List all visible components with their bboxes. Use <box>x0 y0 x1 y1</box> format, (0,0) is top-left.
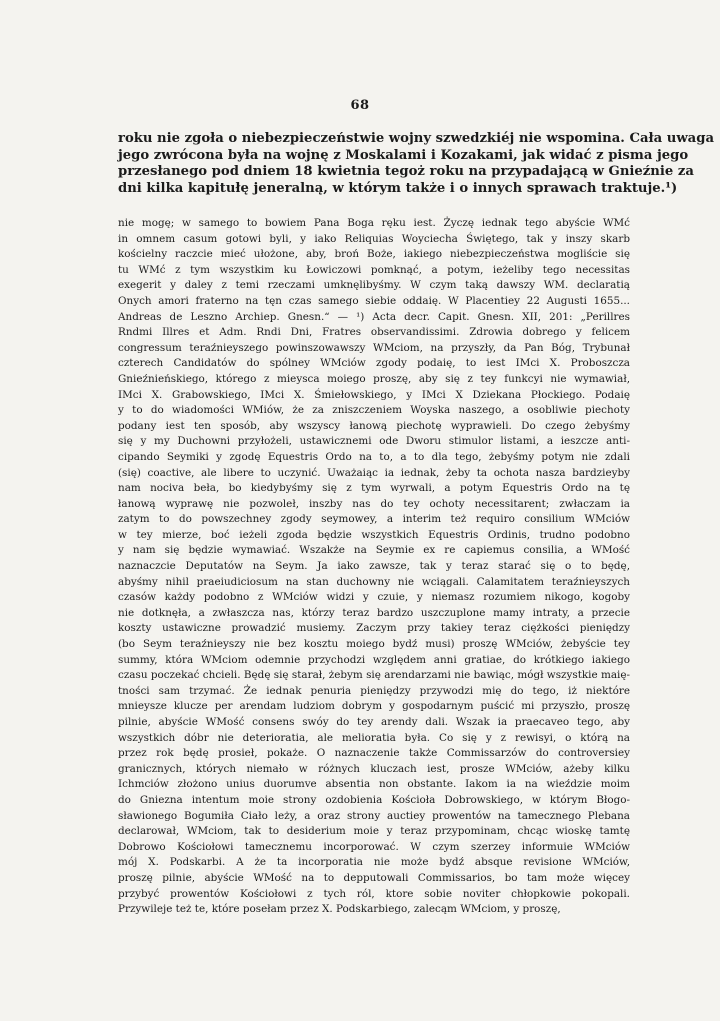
footnote-line: przez rok będę prosieł, pokaże. O naznaczenie także Commissarzów do controversiey <box>118 747 630 760</box>
page-number: 68 <box>350 98 370 113</box>
footnote-line: Ichmciów złożono unius duorumve absentia non obstante. Iakom ia na wieździe moim <box>118 778 630 791</box>
footnote-line: Przywileje też te, które posełam przez X. Podskarbiego, zalecąm WMciom, y proszę, <box>118 903 561 916</box>
footnote-line: mój X. Podskarbi. A że ta incorporatia nie może bydź absque revisione WMciów, <box>118 856 630 869</box>
footnote-line: IMci X. Grabowskiego, IMci X. Śmiełowskiego, y IMci X Dziekana Płockiego. Podaię <box>118 388 630 401</box>
footnote-line: wszystkich dóbr nie deterioratia, ale melioratia była. Co się y z rewisyi, o którą na <box>118 731 630 744</box>
footnote-line: in omnem casum gotowi byli, y iako Reliquias Woyciecha Świętego, tak y inszy skarb <box>118 232 630 245</box>
footnote-line: congressum teraźnieyszego powinszowawszy WMciom, na przyszły, da Pan Bóg, Trybunał <box>118 341 630 354</box>
footnote-line: łanową wyprawę nie pozwoleł, inszby nas do tey ochoty necessitarent; zwłaczam ia <box>118 497 630 510</box>
footnote-line: Dobrowo Kościołowi tamecznemu incorporować. W czym szerzey informuie WMciów <box>118 840 630 853</box>
footnote-line: proszę pilnie, abyście WMość na to depputowali Commissarios, bo tam może więcey <box>118 871 630 884</box>
footnote-line: koszty ustawiczne prowadzić musiemy. Zaczym przy takiey teraz ciężkości pieniędzy <box>118 622 630 635</box>
text-line: dni kilka kapitułę jeneralną, w którym także i o innych sprawach traktuje.¹) <box>118 180 678 196</box>
footnote-line: do Gniezna intentum moie strony ozdobienia Kościoła Dobrowskiego, w którym Błogo- <box>118 793 630 806</box>
footnote-line: czasu poczekać chcieli. Będę się starał, żebym się arendarzami nie bawiąc, mógł wszystkie maię- <box>118 669 630 682</box>
footnote-line: pilnie, abyście WMość consens swóy do tey arendy dali. Wszak ia praecaveo tego, aby <box>118 716 630 728</box>
footnote-line: (bo Seym teraźnieyszy nie bez kosztu moiego bydź musi) proszę WMciów, żebyście tey <box>118 638 630 651</box>
footnote-line: nie dotknęła, a zwłaszcza nas, którzy teraz bardzo uszczuplone mamy intraty, a przecie <box>118 606 630 619</box>
footnote-line: granicznych, których niemało w różnych kluczach iest, prosze WMciów, ażeby kilku <box>118 762 630 775</box>
footnote-line: summy, która WMciom odemnie przychodzi względem anni gratiae, do krótkiego iakiego <box>118 653 630 666</box>
footnote-line: y to do wiadomości WMiów, że za zniszczeniem Woyska naszego, a osobliwie piechoty <box>118 404 630 417</box>
footnote-line: tności sam trzymać. Że iednak penuria pieniędzy przywodzi mię do tego, iż niektóre <box>118 684 630 697</box>
footnote-line: y nam się będzie wymawiać. Wszakże na Seymie ex re capiemus consilia, a WMość <box>118 544 630 557</box>
footnote-line: Onych amori fraterno na tęn czas samego siebie oddaię. W Placentiey 22 Augusti 1655... <box>118 294 630 307</box>
footnote-text <box>118 216 630 918</box>
text-line: przesłanego pod dniem 18 kwietnia tegoż roku na przypadającą w Gnieźnie za <box>118 164 694 179</box>
footnote-line: sławionego Bogumiła Ciało leży, a oraz strony auctiey prowentów na tamecznego Plebana <box>118 809 630 822</box>
footnote-line: declarował, WMciom, tak to desiderium moie y teraz przypominam, chcąc wioskę tamtę <box>118 825 630 838</box>
footnote-line: exegerit y daley z temi rzeczami umknęlibyśmy. W czym taką dawszy WM. declaratią <box>118 279 630 292</box>
footnote-line: czasów każdy podobno z WMciów widzi y czuie, y niemasz rozumiem nikogo, kogoby <box>118 591 630 604</box>
footnote-line: zatym to do powszechney zgody seymowey, a interim też requiro consilium WMciów <box>118 513 630 526</box>
footnote-line: mnieysze klucze per arendam ludziom dobrym y gospodarnym puścić mi przyszło, proszę <box>118 700 630 713</box>
footnote-line: czterech Candidatów do spólney WMciów zgody podaię, to iest IMci X. Proboszcza <box>118 357 630 370</box>
footnote-line: tu WMć z tym wszystkim ku Łowiczowi pomknąć, a potym, ieżeliby tego necessitas <box>118 263 630 276</box>
footnote-line: Gnieźnieńskiego, którego z mieysca moiego proszę, aby się z tey funkcyi nie wymawiał, <box>118 372 630 385</box>
footnote-line: Andreas de Leszno Archiep. Gnesn.“ — ¹) Acta decr. Capit. Gnesn. XII, 201: „Perillres <box>118 310 630 323</box>
footnote-line: kościelny raczcie mieć ułożone, aby, broń Boże, iakiego niebezpieczeństwa mogliście się <box>118 248 630 261</box>
footnote-line: Rndmi Illres et Adm. Rndi Dni, Fratres observandissimi. Zdrowia dobrego y felicem <box>118 326 630 339</box>
footnote-line: się y my Duchowni przyłożeli, ustawicznemi ode Dworu stimulor listami, a ieszcze anti- <box>118 435 630 448</box>
footnote-line: nam nociva beła, bo kiedybyśmy się z tym wyrwali, a potym Equestris Ordo na tę <box>118 482 630 495</box>
footnote-line: podany iest ten sposób, aby wszyscy łanową piechotę wyprawieli. Do czego żebyśmy <box>118 419 630 432</box>
text-line: roku nie zgoła o niebezpieczeństwie wojny szwedzkiéj nie wspomina. Cała uwaga <box>118 131 714 146</box>
footnote-line: (się) coactive, ale libere to uczynić. Uważaiąc ia iednak, żeby ta ochota nasza bardzieyby <box>118 466 630 479</box>
footnote-line: nie mogę; w samego to bowiem Pana Boga ręku iest. Życzę iednak tego abyście WMć <box>118 217 630 229</box>
footnote-line: przybyć prowentów Kościołowi z tych ról, ktore sobie noviter chłopkowie pokopali. <box>118 887 630 900</box>
footnote-line: w tey mierze, boć ieżeli zgoda będzie wszystkich Equestris Ordinis, trudno podobno <box>118 528 630 541</box>
footnote-line: naznaczcie Deputatów na Seym. Ja iako zawsze, tak y teraz starać się o to będę, <box>118 560 630 573</box>
text-line: jego zwrócona była na wojnę z Moskalami i Kozakami, jak widać z pisma jego <box>118 147 689 163</box>
footnote-line: cipando Seymiki y zgodę Equestris Ordo na to, a to dla tego, żebyśmy potym nie zdali <box>118 450 630 463</box>
main-paragraph <box>118 131 714 197</box>
footnote-line: abyśmy nihil praeiudiciosum na stan duchowny nie wciągali. Calamitatem teraźnieyszych <box>118 575 630 588</box>
